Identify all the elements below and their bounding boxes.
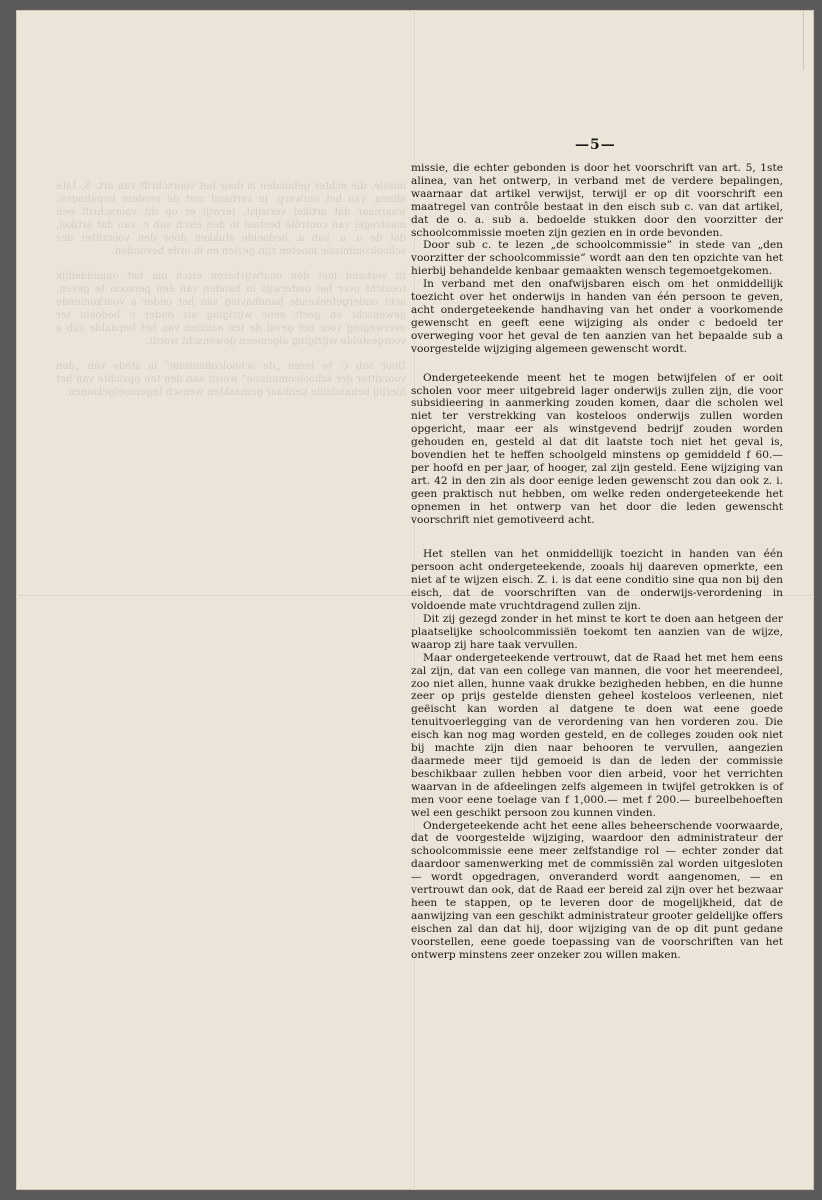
text-column (411, 162, 783, 961)
bleed-paragraph: In verband met den onafwijsbaren eisch om het onmiddellijk toezicht over het onderwijs in handen van één persoon te geven, acht ondergeteekende handhaving van het onder a voorkomende gewenscht en geeft eene wijziging als onder c bedoeld ter overweging voor het geval de ten aanzien van het bepaalde sub a voorgestelde wijziging algemeen gewenscht wordt. (56, 271, 406, 347)
page-number: —5— (575, 137, 616, 153)
paragraph: Door sub c. te lezen „de schoolcommissie” in stede van „den voorzitter der schoolcommissie” wordt aan den ten opzichte van het hierbij behandelde kenbaar gemaakten wensch tegemoetgekomen. (411, 239, 783, 278)
paragraph: In verband met den onafwijsbaren eisch om het onmiddellijk toezicht over het onderwijs in handen van één persoon te geven, acht ondergeteekende handhaving van het onder a voorkomende gewenscht en geeft eene wijziging als onder c bedoeld ter overweging voor het geval de ten aanzien van het bepaalde sub a voorgestelde wijziging algemeen gewenscht wordt. (411, 278, 783, 355)
paragraph: missie, die echter gebonden is door het voorschrift van art. 5, 1ste alinea, van het ontwerp, in verband met de verdere bepalingen, waarnaar dat artikel verwijst, terwijl er op dit voorschrift een maatregel van contrôle bestaat in den eisch sub c. van dat artikel, dat de o. a. sub a. bedoelde stukken door den voorzitter der schoolcommissie moeten zijn gezien en in orde bevonden. (411, 162, 783, 239)
paragraph: Dit zij gezegd zonder in het minst te kort te doen aan hetgeen der plaatselijke schoolcommissiën toekomt ten aanzien van de wijze, waarop zij hare taak vervullen. (411, 613, 783, 651)
paragraph: Het stellen van het onmiddellijk toezicht in handen van één persoon acht ondergeteekende, zooals hij daareven opmerkte, een niet af te wijzen eisch. Z. i. is dat eene conditio sine qua non bij den eisch, dat de voorschriften van de onderwijs-verordening in voldoende mate vruchtdragend zullen zijn. (411, 548, 783, 613)
bleed-paragraph: Door sub c. te lezen „de schoolcommissie” in stede van „den voorzitter der schoolcommissie” wordt aan den ten opzichte van het hierbij behandelde kenbaar gemaakten wensch tegemoetgekomen. (56, 361, 406, 398)
paper-scratch (803, 10, 804, 70)
paragraph: Ondergeteekende acht het eene alles beheerschende voorwaarde, dat de voorgestelde wijziging, waardoor den administrateur der schoolcommissie eene meer zelfstandige rol — echter zonder dat daardoor samenwerking met de commissiën zal worden uitgesloten — wordt opgedragen, onveranderd wordt aangenomen, — en vertrouwt dan ook, dat de Raad eer bereid zal zijn over het bezwaar heen te stappen, op te leveren door de mogelijkheid, dat de aanwijzing van een geschikt administrateur grooter geldelijke offers eischen zal dan dat hij, door wijziging van de op dit punt gedane voorstellen, eene goede toepassing van de voorschriften van het ontwerp minstens zeer onzeker zou willen maken. (411, 819, 783, 961)
bleed-paragraph: missie, die echter gebonden is door het voorschrift van art. 5, 1ste alinea, van het ontwerp, in verband met de verdere bepalingen, waarnaar dat artikel verwijst, terwijl er op dit voorschrift een maatregel van contrôle bestaat in den eisch sub c. van dat artikel, dat de o. a. sub a. bedoelde stukken door den voorzitter der schoolcommissie moeten zijn gezien en in orde bevonden. (56, 181, 406, 257)
paragraph: Maar ondergeteekende vertrouwt, dat de Raad het met hem eens zal zijn, dat van een college van mannen, die voor het meerendeel, zoo niet allen, hunne vaak drukke bezigheden hebben, en die hunne zeer op prijs gestelde diensten geheel kosteloos verleenen, niet geëischt kan worden al datgene te doen wat eene goede tenuitvoerlegging van de verordening van hen vorderen zou. Die eisch kan nog mag worden gesteld, en de colleges zouden ook niet bij machte zijn dien naar behooren te vervullen, aangezien daarmede meer tijd gemoeid is dan de leden der commissie beschikbaar zullen hebben voor dien arbeid, voor het verrichten waarvan in de afdeelingen zelfs algemeen in twijfel getrokken is of men voor eene toelage van f 1,000.— met f 200.— bureelbehoeften wel een geschikt persoon zou kunnen vinden. (411, 651, 783, 819)
paragraph: Ondergeteekende meent het te mogen betwijfelen of er ooit scholen voor meer uitgebreid lager onderwijs zullen zijn, die voor subsidieering in aanmerking zouden komen, daar die scholen wel niet ter verstrekking van kosteloos onderwijs zullen worden opgericht, maar eer als winstgevend bedrijf zouden worden gehouden en, gesteld al dat dit laatste toch niet het geval is, bovendien het te heffen schoolgeld minstens op gemiddeld f 60.— per hoofd en per jaar, of hooger, zal zijn gesteld. Eene wijziging van art. 42 in den zin als door eenige leden gewenscht zou dan ook z. i. geen praktisch nut hebben, om welke reden ondergeteekende het opnemen in het ontwerp van het door die leden gewenscht voorschrift niet gemotiveerd acht. (411, 371, 783, 526)
show-through-text (56, 180, 406, 411)
